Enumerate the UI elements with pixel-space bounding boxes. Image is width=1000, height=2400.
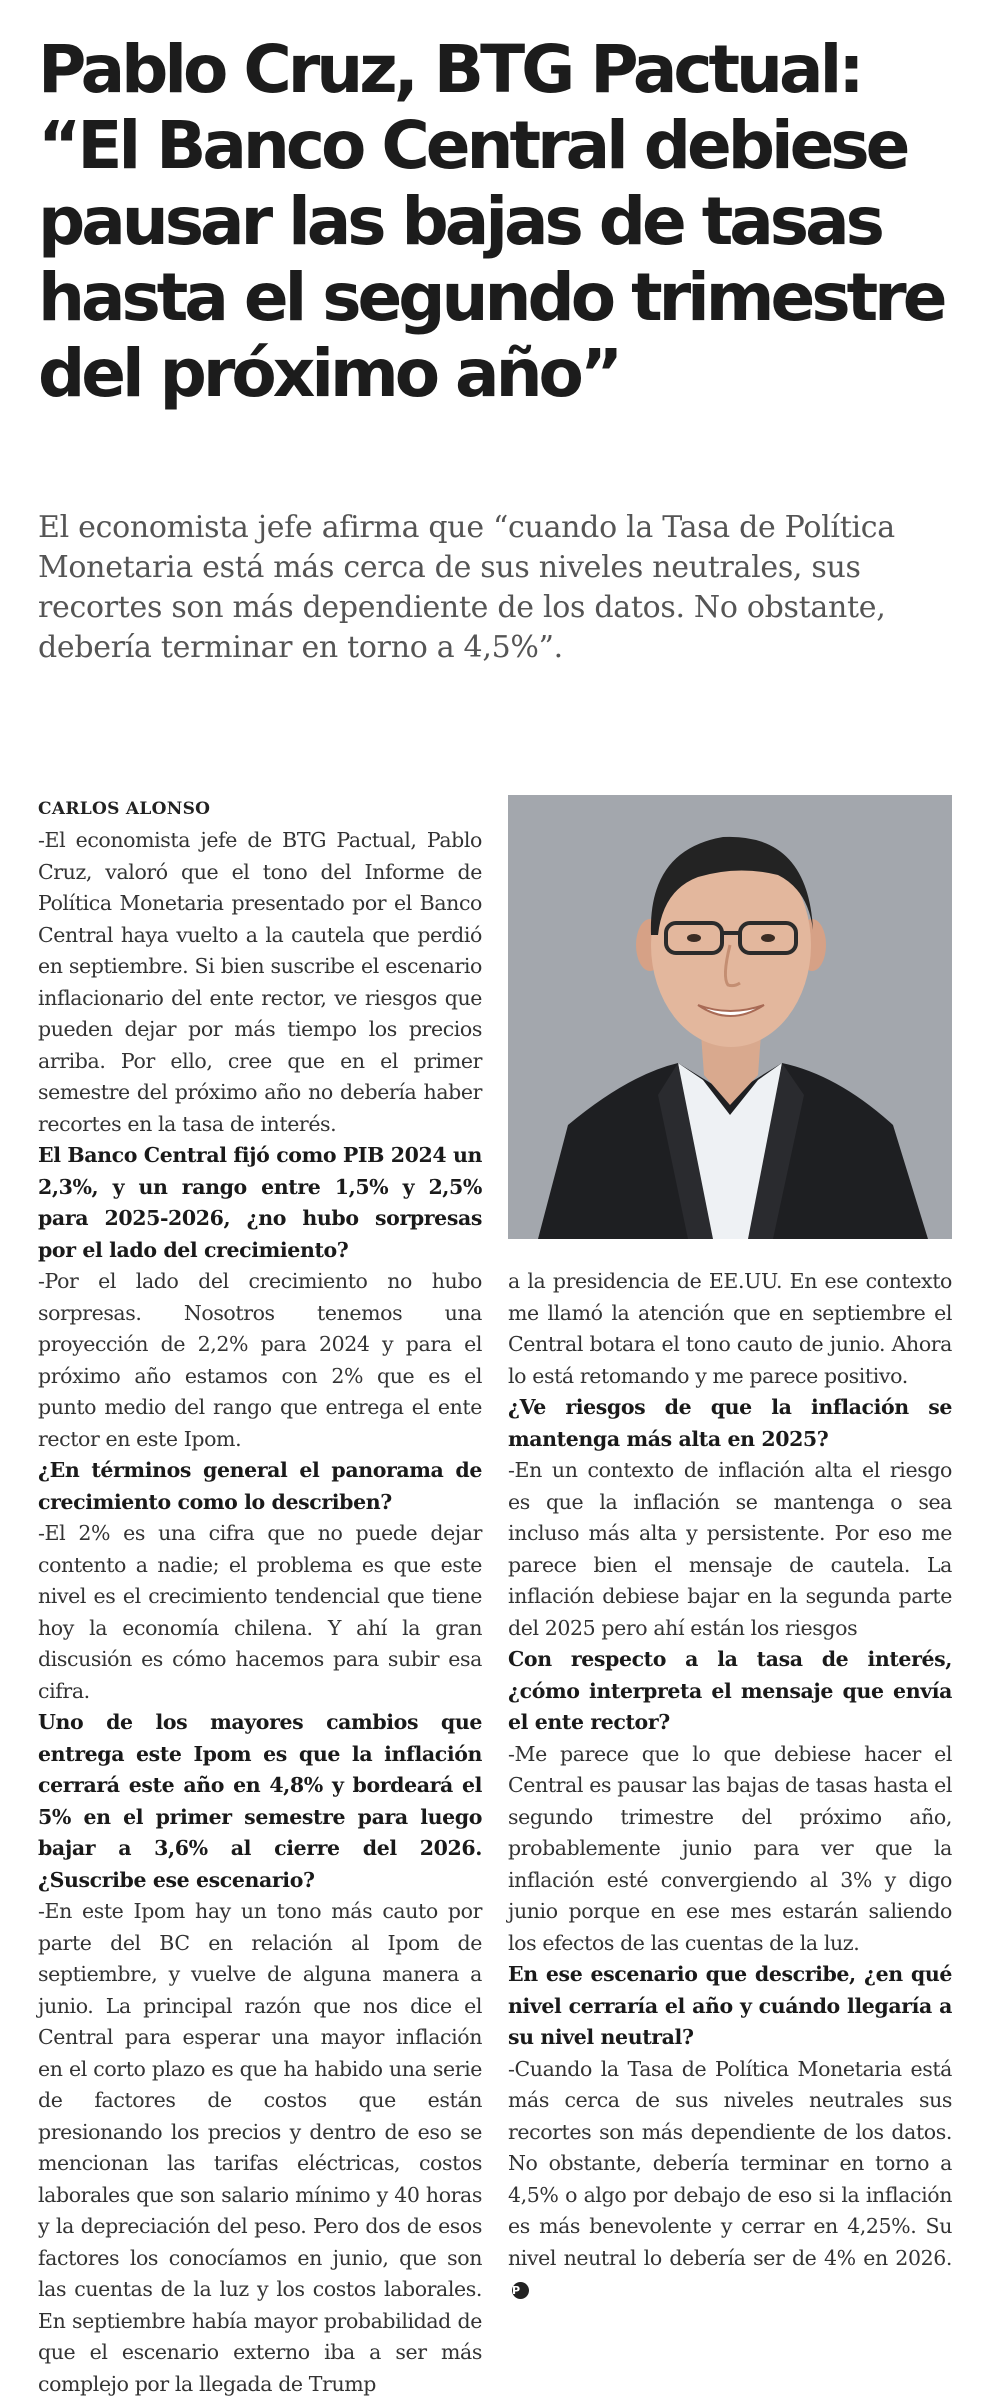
portrait-photo xyxy=(508,795,952,1239)
headline-line: pausar las bajas de tasas xyxy=(38,183,881,260)
question-paragraph: Uno de los mayores cambios que entrega este Ipom es que la inflación cerrará este año en 4,8% y bordeará el 5% en el primer semestre para luego bajar a 3,6% al cierre del 2026. ¿Suscribe ese escenario? xyxy=(38,1710,482,1892)
byline: CARLOS ALONSO xyxy=(38,799,211,819)
final-answer-text: -Cuando la Tasa de Política Monetaria está más cerca de sus niveles neutrales sus recortes son más dependiente de los datos. No obstante, debería terminar en torno a 4,5% o algo por debajo de eso si la inflación es más benevolente y cerrar en 4,25%. Su nivel neutral lo debería ser de 4% en 2026. xyxy=(508,2056,952,2270)
headline-line: “El Banco Central debiese xyxy=(38,107,907,184)
end-of-article-icon: P xyxy=(512,2282,529,2299)
answer-paragraph-final xyxy=(508,2054,952,2306)
question-paragraph: Con respecto a la tasa de interés, ¿cómo interpreta el mensaje que envía el ente rector? xyxy=(508,1647,952,1734)
answer-paragraph: a la presidencia de EE.UU. En ese contexto me llamó la atención que en septiembre el Central botara el tono cauto de junio. Ahora lo está retomando y me parece positivo. xyxy=(508,1269,952,1388)
lead-paragraph: El economista jefe afirma que “cuando la Tasa de Política Monetaria está más cerca de sus niveles neutrales, sus recortes son más dependiente de los datos. No obstante, debería terminar en torno a 4,5%”. xyxy=(38,510,895,665)
question-paragraph: ¿Ve riesgos de que la inflación se mantenga más alta en 2025? xyxy=(508,1395,952,1451)
question-paragraph: ¿En términos general el panorama de crecimiento como lo describen? xyxy=(38,1458,482,1514)
article-column-left xyxy=(38,795,482,2400)
article-column-right xyxy=(508,1266,952,2306)
question-paragraph: En ese escenario que describe, ¿en qué nivel cerraría el año y cuándo llegaría a su nivel neutral? xyxy=(508,1962,952,2049)
answer-paragraph: -En este Ipom hay un tono más cauto por parte del BC en relación al Ipom de septiembre, y vuelve de alguna manera a junio. La principal razón que nos dice el Central para esperar una mayor inflación en el corto plazo es que ha habido una serie de factores de costos que están presionando los precios y dentro de eso se mencionan las tarifas eléctricas, costos laborales que son salario mínimo y 40 horas y la depreciación del peso. Pero dos de esos factores los conocíamos en junio, que son las cuentas de la luz y los costos laborales. En septiembre había mayor probabilidad de que el escenario externo iba a ser más complejo por la llegada de Trump xyxy=(38,1899,482,2396)
portrait-illustration xyxy=(508,795,952,1239)
headline-line: Pablo Cruz, BTG Pactual: xyxy=(38,31,861,108)
headline-line: del próximo año” xyxy=(38,335,620,412)
answer-paragraph: -El 2% es una cifra que no puede dejar contento a nadie; el problema es que este nivel es el crecimiento tendencial que tiene hoy la economía chilena. Y ahí la gran discusión es cómo hacemos para subir esa cifra. xyxy=(38,1521,482,1703)
answer-paragraph: -Me parece que lo que debiese hacer el Central es pausar las bajas de tasas hasta el segundo trimestre del próximo año, probablemente junio para ver que la inflación esté convergiendo al 3% y digo junio porque en ese mes estarán saliendo los efectos de las cuentas de la luz. xyxy=(508,1741,952,1955)
answer-paragraph: -El economista jefe de BTG Pactual, Pablo Cruz, valoró que el tono del Informe de Política Monetaria presentado por el Banco Central haya vuelto a la cautela que perdió en septiembre. Si bien suscribe el escenario inflacionario del ente rector, ve riesgos que pueden dejar por más tiempo los precios arriba. Por ello, cree que en el primer semestre del próximo año no debería haber recortes en la tasa de interés. xyxy=(38,828,482,1136)
headline-line: hasta el segundo trimestre xyxy=(38,259,944,336)
answer-paragraph: -En un contexto de inflación alta el riesgo es que la inflación se mantenga o sea incluso más alta y persistente. Por eso me parece bien el mensaje de cautela. La inflación debiese bajar en la segunda parte del 2025 pero ahí están los riesgos xyxy=(508,1458,952,1640)
headline xyxy=(38,32,978,412)
question-paragraph: El Banco Central fijó como PIB 2024 un 2,3%, y un rango entre 1,5% y 2,5% para 2025-2026, ¿no hubo sorpresas por el lado del crecimiento? xyxy=(38,1143,482,1262)
answer-paragraph: -Por el lado del crecimiento no hubo sorpresas. Nosotros tenemos una proyección de 2,2% para 2024 y para el próximo año estamos con 2% que es el punto medio del rango que entrega el ente rector en este Ipom. xyxy=(38,1269,482,1451)
